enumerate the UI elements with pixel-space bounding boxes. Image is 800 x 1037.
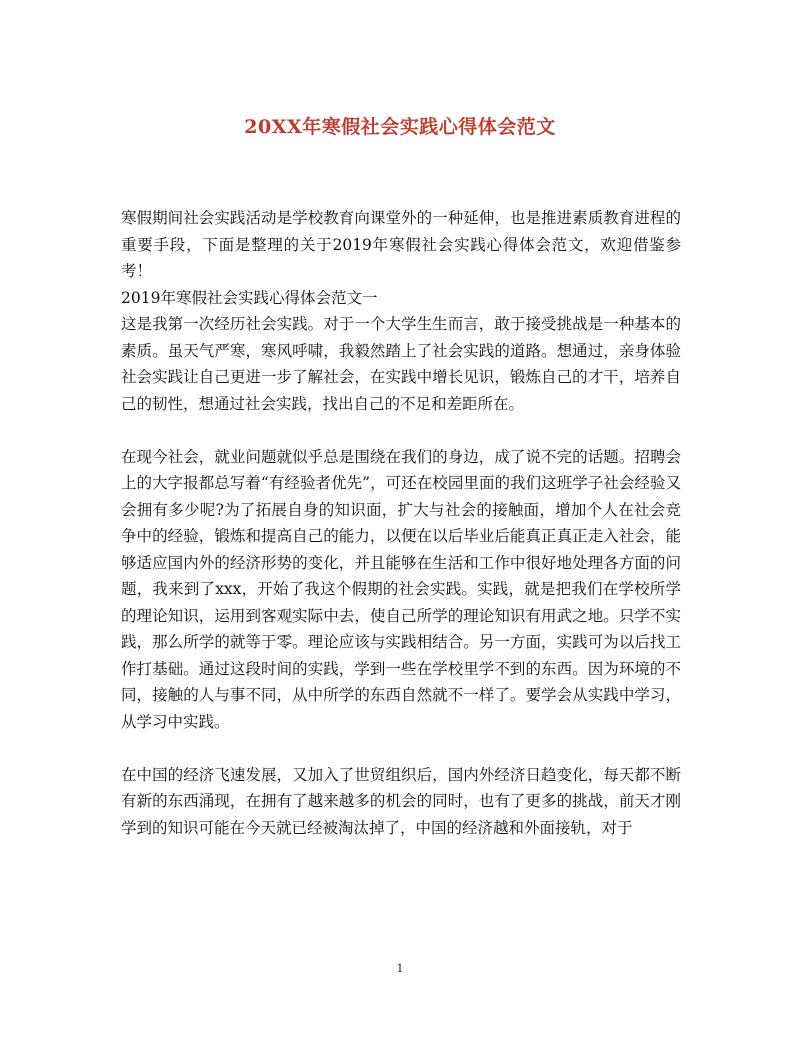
section-heading: 2019年寒假社会实践心得体会范文一	[121, 288, 378, 307]
document-title: 20XX年寒假社会实践心得体会范文	[244, 116, 556, 138]
intro-paragraph: 寒假期间社会实践活动是学校教育向课堂外的一种延伸，也是推进素质教育进程的重要手段，下面是整理的关于2019年寒假社会实践心得体会范文，欢迎借鉴参考！	[121, 209, 681, 280]
body-paragraph: 这是我第一次经历社会实践。对于一个大学生生而言，敢于接受挑战是一种基本的素质。虽天气严寒，寒风呼啸，我毅然踏上了社会实践的道路。想通过，亲身体验社会实践让自己更进一步了解社会，在实践中增长见识，锻炼自己的才干，培养自己的韧性，想通过社会实践，找出自己的不足和差距所在。	[121, 315, 681, 413]
body-paragraph: 在中国的经济飞速发展，又加入了世贸组织后，国内外经济日趋变化，每天都不断有新的东西涌现，在拥有了越来越多的机会的同时，也有了更多的挑战，前天才刚学到的知识可能在今天就已经被淘汰掉了，中国的经济越和外面接轨，对于	[121, 765, 681, 837]
page-number: 1	[396, 962, 404, 975]
body-paragraph: 在现今社会，就业问题就似乎总是围绕在我们的身边，成了说不完的话题。招聘会上的大字报都总写着“有经验者优先”，可还在校园里面的我们这班学子社会经验又会拥有多少呢?为了拓展自身的知识面，扩大与社会的接触面，增加个人在社会竞争中的经验，锻炼和提高自己的能力，以便在以后毕业后能真正真正走入社会，能够适应国内外的经济形势的变化，并且能够在生活和工作中很好地处理各方面的问题，我来到了xxx，开始了我这个假期的社会实践。实践，就是把我们在学校所学的理论知识，运用到客观实际中去，使自己所学的理论知识有用武之地。只学不实践，那么所学的就等于零。理论应该与实践相结合。另一方面，实践可为以后找工作打基础。通过这段时间的实践，学到一些在学校里学不到的东西。因为环境的不同，接触的人与事不同，从中所学的东西自然就不一样了。要学会从实践中学习，从学习中实践。	[121, 447, 681, 731]
document-body	[121, 205, 681, 841]
